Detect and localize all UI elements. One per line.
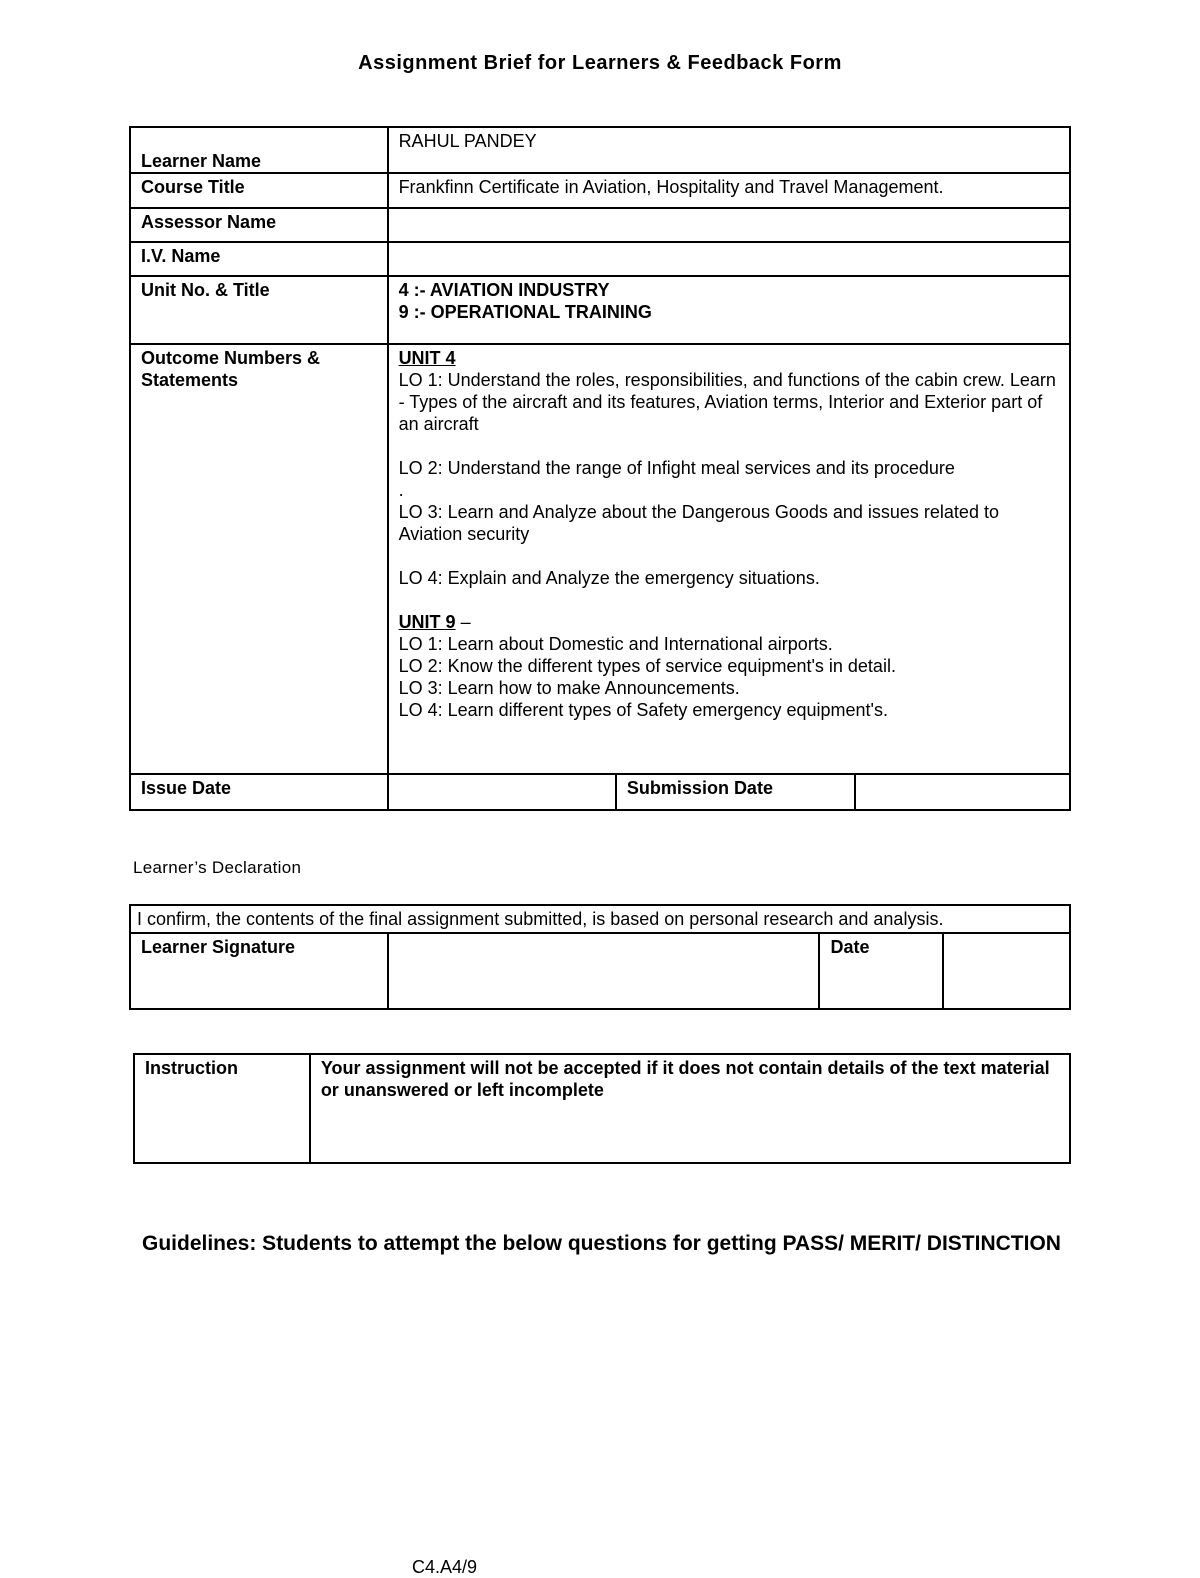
unit9-item: LO 3: Learn how to make Announcements.: [398, 678, 740, 698]
outcomes-label: Outcome Numbers & Statements: [130, 344, 388, 774]
instruction-label: Instruction: [134, 1054, 310, 1163]
unit9-item: LO 2: Know the different types of service equipment's in detail.: [398, 656, 896, 676]
unit-title-label: Unit No. & Title: [130, 276, 388, 344]
instruction-text: Your assignment will not be accepted if it does not contain details of the text material or unanswered or left incomplete: [310, 1054, 1070, 1163]
unit9-heading: UNIT 9: [398, 612, 456, 632]
instruction-table: [133, 1053, 1071, 1164]
declaration-confirm-text: I confirm, the contents of the final assignment submitted, is based on personal research and analysis.: [130, 905, 1070, 933]
unit9-dash: –: [455, 612, 471, 632]
issue-date-value: [388, 774, 616, 810]
unit9-heading-line: [399, 611, 1063, 633]
learner-signature-value: [388, 933, 820, 1009]
assignment-brief-table: [129, 126, 1071, 811]
assessor-name-label: Assessor Name: [130, 208, 388, 242]
unit-title-line: 4 :- AVIATION INDUSTRY: [398, 280, 610, 300]
unit4-lo2-dot: .: [398, 480, 404, 500]
unit-title-line: 9 :- OPERATIONAL TRAINING: [398, 302, 652, 322]
assessor-name-value: [388, 208, 1070, 242]
learner-name-value: RAHUL PANDEY: [388, 127, 1070, 173]
outcomes-value: [388, 344, 1070, 774]
issue-date-label: Issue Date: [130, 774, 388, 810]
iv-name-label: I.V. Name: [130, 242, 388, 276]
course-title-label: Course Title: [130, 173, 388, 208]
unit4-heading: UNIT 4: [398, 348, 456, 368]
iv-name-value: [388, 242, 1070, 276]
submission-date-label: Submission Date: [616, 774, 855, 810]
unit4-lo4: LO 4: Explain and Analyze the emergency situations.: [398, 568, 820, 588]
submission-date-value: [855, 774, 1070, 810]
course-title-value: Frankfinn Certificate in Aviation, Hospitality and Travel Management.: [388, 173, 1070, 208]
declaration-table: [129, 904, 1071, 1010]
unit4-lo1: LO 1: Understand the roles, responsibilities, and functions of the cabin crew. Learn - Types of the aircraft and its features, Aviation terms, Interior and Exterior part of an aircraft: [398, 370, 1056, 434]
declaration-date-label: Date: [819, 933, 943, 1009]
unit-title-value: [388, 276, 1070, 344]
declaration-heading: Learner’s Declaration: [133, 858, 302, 877]
unit4-lo3: LO 3: Learn and Analyze about the Dangerous Goods and issues related to Aviation security: [398, 502, 999, 544]
unit9-item: LO 1: Learn about Domestic and International airports.: [398, 634, 833, 654]
guidelines-text: Guidelines: Students to attempt the below questions for getting PASS/ MERIT/ DISTINCTION: [142, 1232, 1061, 1255]
document-title: Assignment Brief for Learners & Feedback Form: [358, 52, 842, 74]
unit9-item: LO 4: Learn different types of Safety emergency equipment's.: [398, 700, 888, 720]
learner-name-label: Learner Name: [130, 127, 388, 173]
declaration-date-value: [943, 933, 1070, 1009]
page-footer-code: C4.A4/9: [412, 1557, 478, 1577]
unit4-lo2: LO 2: Understand the range of Infight meal services and its procedure: [398, 458, 955, 478]
learner-signature-label: Learner Signature: [130, 933, 388, 1009]
